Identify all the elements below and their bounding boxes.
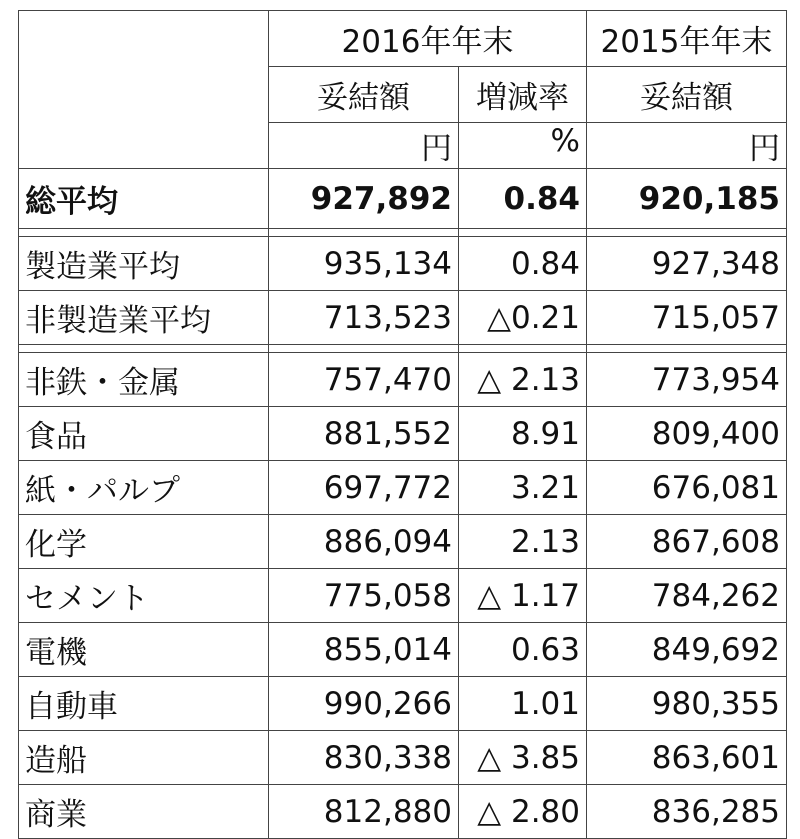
bonus-table	[18, 10, 787, 839]
row-amount-2015: 927,348	[587, 237, 787, 291]
row-rate: △ 3.85	[459, 731, 587, 785]
table-row	[19, 353, 787, 407]
row-amount-2015: 676,081	[587, 461, 787, 515]
row-label: 電機	[19, 623, 269, 677]
table-row	[19, 785, 787, 839]
unit-percent: %	[459, 123, 587, 169]
row-amount-2015: 863,601	[587, 731, 787, 785]
header-rate: 増減率	[459, 67, 587, 123]
unit-yen-2015: 円	[587, 123, 787, 169]
row-rate: 1.01	[459, 677, 587, 731]
table-row	[19, 407, 787, 461]
header-2016: 2016年年末	[269, 11, 587, 67]
total-rate: 0.84	[459, 169, 587, 229]
row-rate: △ 2.13	[459, 353, 587, 407]
row-amount-2016: 935,134	[269, 237, 459, 291]
row-label: 非製造業平均	[19, 291, 269, 345]
total-amount-2016: 927,892	[269, 169, 459, 229]
header-amount-2016: 妥結額	[269, 67, 459, 123]
row-amount-2016: 990,266	[269, 677, 459, 731]
row-amount-2015: 867,608	[587, 515, 787, 569]
header-amount-2015: 妥結額	[587, 67, 787, 123]
total-row	[19, 169, 787, 229]
row-amount-2016: 886,094	[269, 515, 459, 569]
row-amount-2016: 812,880	[269, 785, 459, 839]
row-amount-2015: 809,400	[587, 407, 787, 461]
table-row	[19, 677, 787, 731]
table-row	[19, 291, 787, 345]
row-amount-2015: 849,692	[587, 623, 787, 677]
row-label: 化学	[19, 515, 269, 569]
row-amount-2016: 697,772	[269, 461, 459, 515]
row-amount-2016: 830,338	[269, 731, 459, 785]
row-amount-2015: 715,057	[587, 291, 787, 345]
separator-row	[19, 229, 787, 237]
table-row	[19, 623, 787, 677]
corner-cell	[19, 11, 269, 169]
row-amount-2015: 784,262	[587, 569, 787, 623]
row-amount-2016: 855,014	[269, 623, 459, 677]
row-label: 造船	[19, 731, 269, 785]
row-rate: 3.21	[459, 461, 587, 515]
row-amount-2015: 980,355	[587, 677, 787, 731]
total-label: 総平均	[19, 169, 269, 229]
row-label: 自動車	[19, 677, 269, 731]
table-row	[19, 237, 787, 291]
table-row	[19, 461, 787, 515]
header-2015: 2015年年末	[587, 11, 787, 67]
table-row	[19, 569, 787, 623]
unit-yen-2016: 円	[269, 123, 459, 169]
row-rate: 0.63	[459, 623, 587, 677]
row-rate: 2.13	[459, 515, 587, 569]
row-label: 非鉄・金属	[19, 353, 269, 407]
header-row-years	[19, 11, 787, 67]
row-rate: △0.21	[459, 291, 587, 345]
row-label: 製造業平均	[19, 237, 269, 291]
row-amount-2016: 775,058	[269, 569, 459, 623]
row-label: セメント	[19, 569, 269, 623]
row-rate: △ 2.80	[459, 785, 587, 839]
row-label: 食品	[19, 407, 269, 461]
separator-row	[19, 345, 787, 353]
row-label: 紙・パルプ	[19, 461, 269, 515]
row-amount-2016: 713,523	[269, 291, 459, 345]
total-amount-2015: 920,185	[587, 169, 787, 229]
row-amount-2016: 757,470	[269, 353, 459, 407]
row-rate: 8.91	[459, 407, 587, 461]
row-rate: 0.84	[459, 237, 587, 291]
table-row	[19, 515, 787, 569]
row-amount-2015: 836,285	[587, 785, 787, 839]
row-label: 商業	[19, 785, 269, 839]
row-amount-2016: 881,552	[269, 407, 459, 461]
table-row	[19, 731, 787, 785]
row-amount-2015: 773,954	[587, 353, 787, 407]
row-rate: △ 1.17	[459, 569, 587, 623]
